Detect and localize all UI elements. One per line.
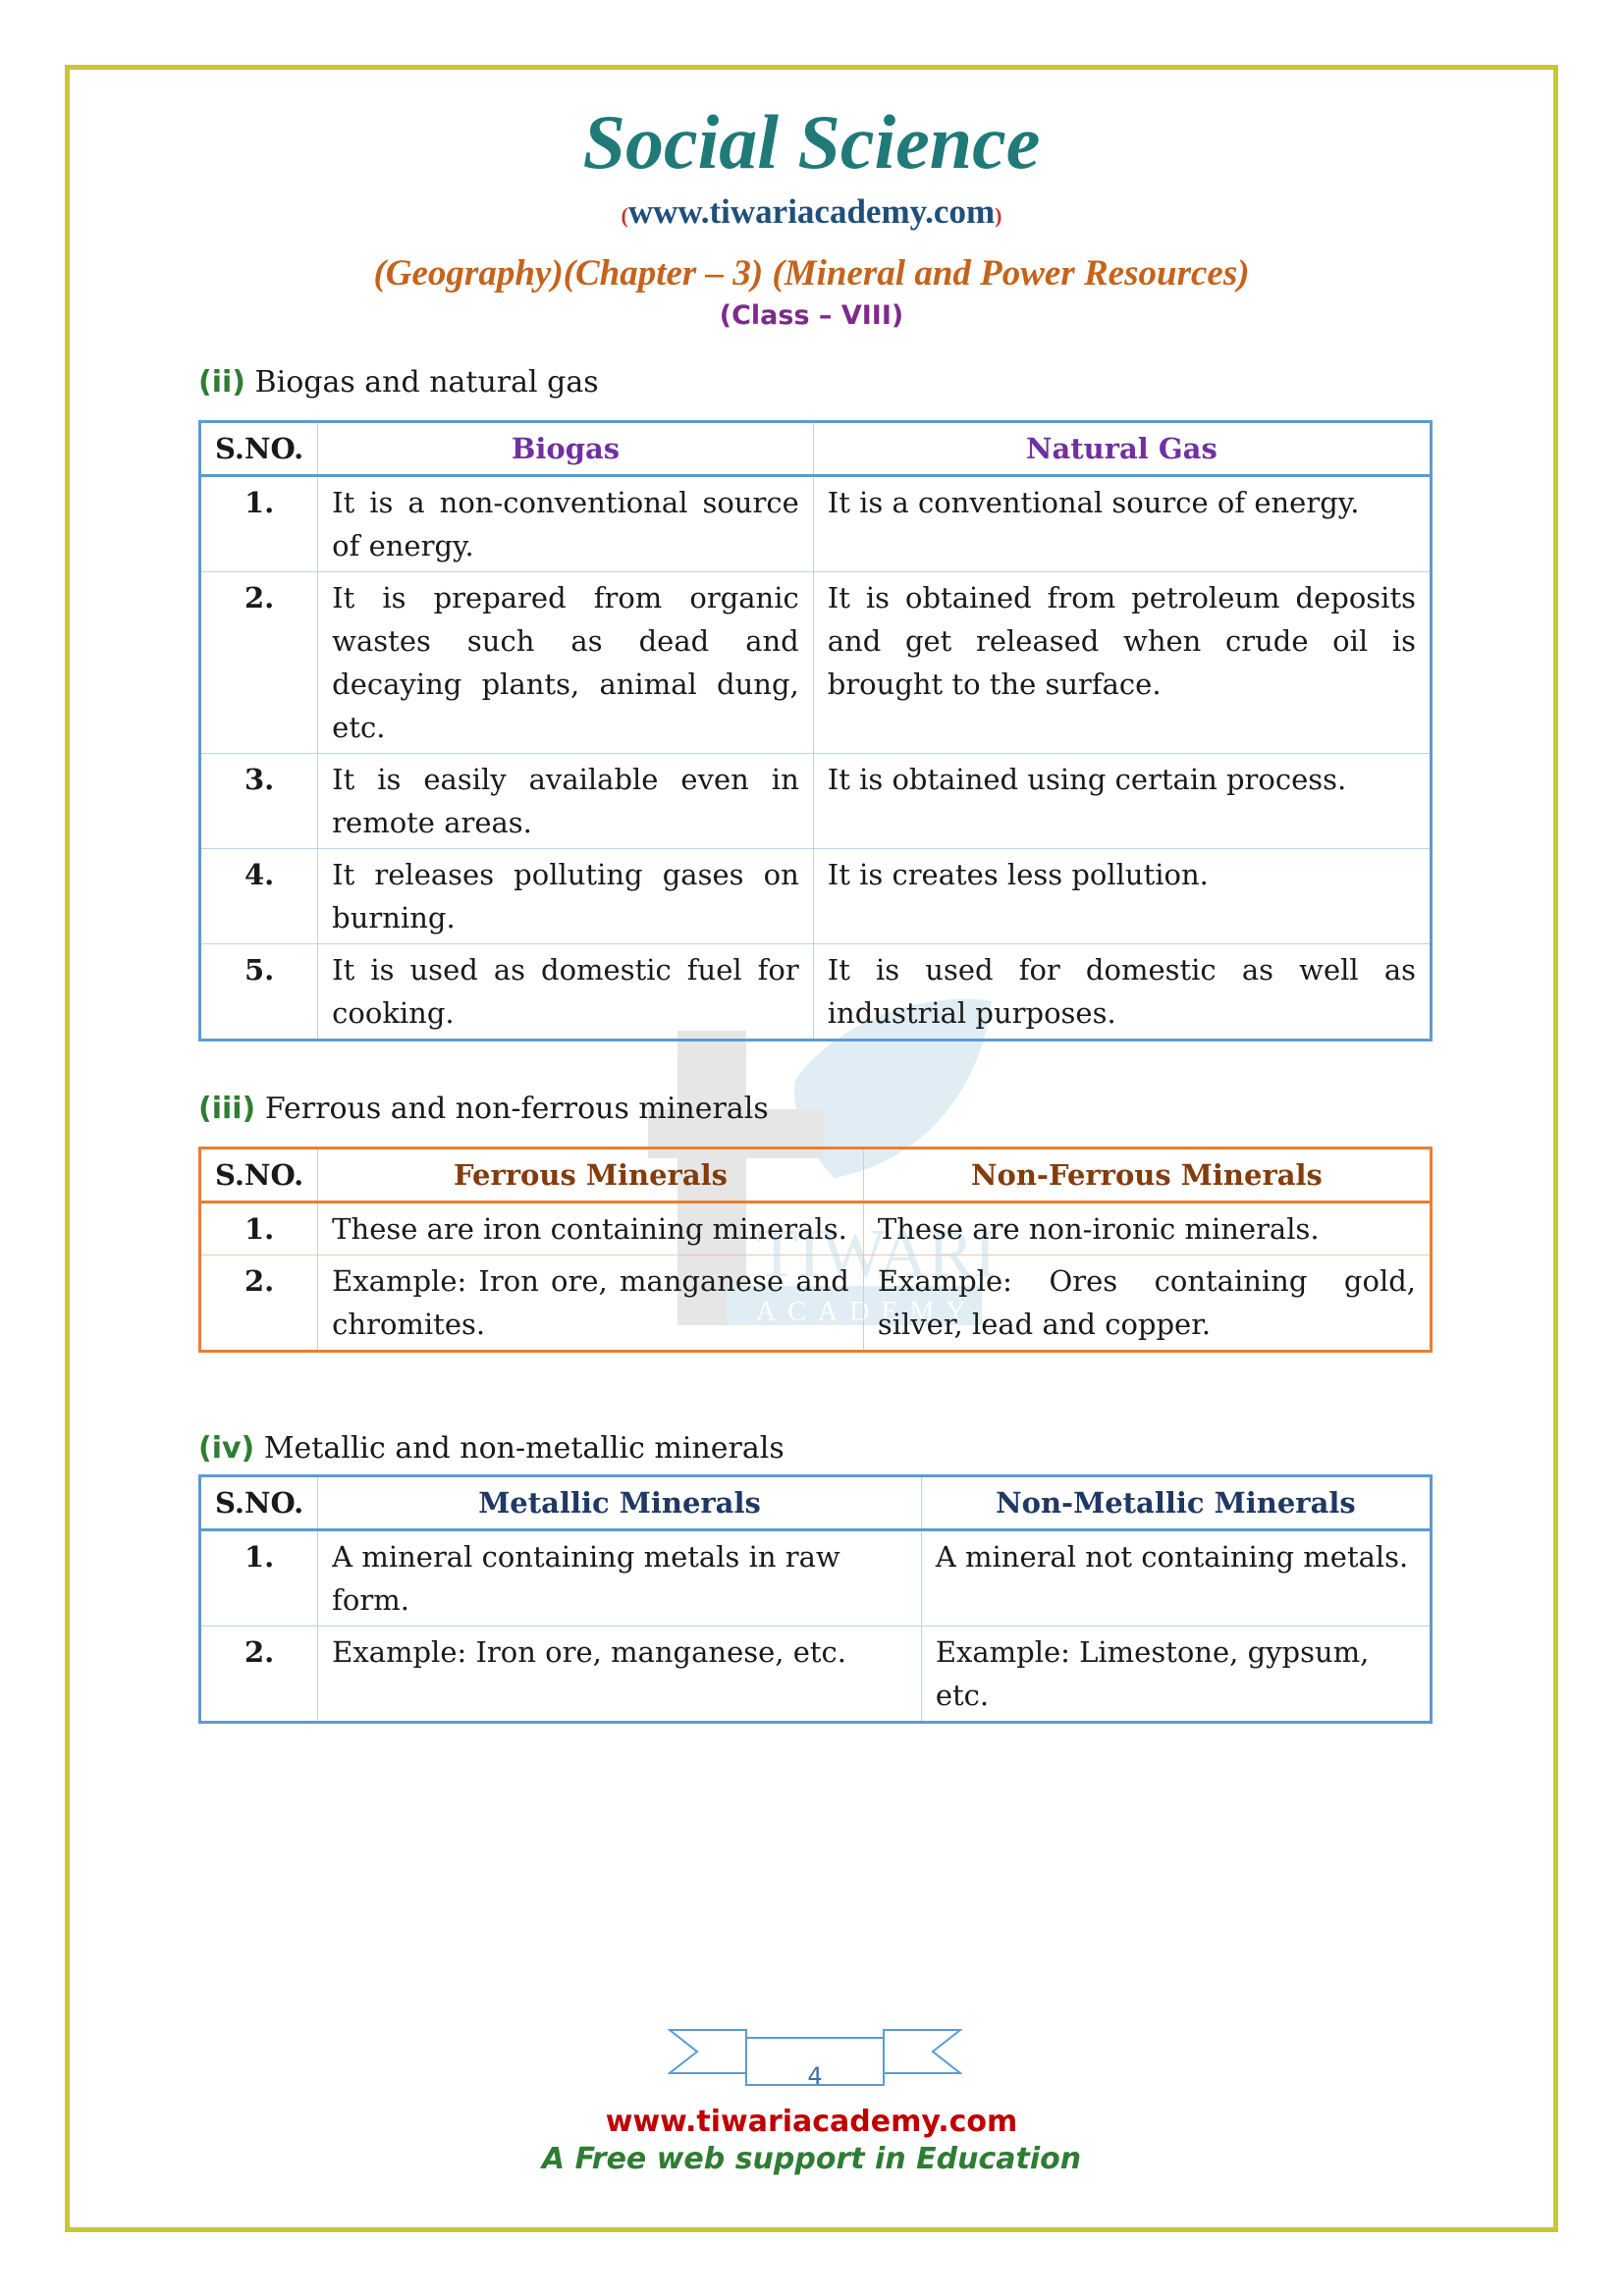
table-row xyxy=(200,1202,1432,1255)
biogas-cell: It is prepared from organic wastes such as dead and decaying plants, animal dung, etc. xyxy=(318,572,814,754)
footer-tagline: A Free web support in Education xyxy=(541,2142,1082,2176)
column-header-sno: S.NO. xyxy=(200,1476,318,1530)
section-title: Metallic and non-metallic minerals xyxy=(263,1431,784,1466)
table-row xyxy=(200,754,1432,849)
column-header-natural-gas: Natural Gas xyxy=(813,422,1431,476)
section-heading-metallic xyxy=(198,1429,784,1468)
natural-gas-cell: It is obtained from petroleum deposits and get released when crude oil is brought to the surface. xyxy=(813,572,1431,754)
column-header-non-ferrous: Non-Ferrous Minerals xyxy=(863,1148,1431,1202)
non-metallic-cell: Example: Limestone, gypsum, etc. xyxy=(921,1627,1431,1723)
non-metallic-cell: A mineral not containing metals. xyxy=(921,1530,1431,1627)
website-link[interactable]: www.tiwariacademy.com xyxy=(627,192,996,231)
ferrous-cell: Example: Iron ore, manganese and chromites. xyxy=(318,1255,864,1352)
table-row xyxy=(200,476,1432,572)
biogas-cell: It is easily available even in remote areas. xyxy=(318,754,814,849)
page-title: Social Science xyxy=(582,99,1041,185)
non-ferrous-cell: Example: Ores containing gold, silver, lead and copper. xyxy=(863,1255,1431,1352)
row-number: 1. xyxy=(200,476,318,572)
metallic-cell: Example: Iron ore, manganese, etc. xyxy=(318,1627,922,1723)
biogas-cell: It releases polluting gases on burning. xyxy=(318,849,814,944)
biogas-cell: It is used as domestic fuel for cooking. xyxy=(318,944,814,1041)
metallic-comparison-table xyxy=(198,1474,1433,1724)
table-header-row xyxy=(200,1148,1432,1202)
column-header-ferrous: Ferrous Minerals xyxy=(318,1148,864,1202)
section-title: Ferrous and non-ferrous minerals xyxy=(264,1092,769,1126)
row-number: 3. xyxy=(200,754,318,849)
metallic-cell: A mineral containing metals in raw form. xyxy=(318,1530,922,1627)
table-row xyxy=(200,1255,1432,1352)
table-row xyxy=(200,944,1432,1041)
row-number: 5. xyxy=(200,944,318,1041)
row-number: 2. xyxy=(200,1627,318,1723)
table-row xyxy=(200,1530,1432,1627)
natural-gas-cell: It is used for domestic as well as industrial purposes. xyxy=(813,944,1431,1041)
table-header-row xyxy=(200,422,1432,476)
column-header-non-metallic: Non-Metallic Minerals xyxy=(921,1476,1431,1530)
column-header-sno: S.NO. xyxy=(200,422,318,476)
row-number: 1. xyxy=(200,1202,318,1255)
table-row xyxy=(200,849,1432,944)
biogas-cell: It is a non-conventional source of energy. xyxy=(318,476,814,572)
section-number: (ii) xyxy=(198,365,245,400)
watermark-subtext: ACADEMY xyxy=(756,1297,978,1327)
section-number: (iii) xyxy=(198,1092,256,1126)
non-ferrous-cell: These are non-ironic minerals. xyxy=(863,1202,1431,1255)
section-heading-biogas xyxy=(198,363,599,402)
table-header-row xyxy=(200,1476,1432,1530)
website-paren-open: ( xyxy=(621,203,628,228)
column-header-biogas: Biogas xyxy=(318,422,814,476)
website-paren-close: ) xyxy=(995,203,1002,228)
ferrous-cell: These are iron containing minerals. xyxy=(318,1202,864,1255)
section-number: (iv) xyxy=(198,1431,255,1466)
section-title: Biogas and natural gas xyxy=(254,365,599,400)
page-number: 4 xyxy=(807,2062,823,2090)
row-number: 2. xyxy=(200,1255,318,1352)
natural-gas-cell: It is creates less pollution. xyxy=(813,849,1431,944)
row-number: 2. xyxy=(200,572,318,754)
table-row xyxy=(200,572,1432,754)
section-heading-ferrous xyxy=(198,1090,769,1129)
column-header-sno: S.NO. xyxy=(200,1148,318,1202)
natural-gas-cell: It is obtained using certain process. xyxy=(813,754,1431,849)
table-row xyxy=(200,1627,1432,1723)
subject-heading: (Geography)(Chapter – 3) (Mineral and Power Resources) xyxy=(373,253,1250,294)
watermark-text: TIWARI xyxy=(756,1216,997,1292)
row-number: 1. xyxy=(200,1530,318,1627)
ferrous-comparison-table xyxy=(198,1147,1433,1353)
header-website xyxy=(0,190,1623,238)
natural-gas-cell: It is a conventional source of energy. xyxy=(813,476,1431,572)
class-label: (Class – VIII) xyxy=(719,300,904,331)
row-number: 4. xyxy=(200,849,318,944)
column-header-metallic: Metallic Minerals xyxy=(318,1476,922,1530)
footer-website-link[interactable]: www.tiwariacademy.com xyxy=(605,2105,1018,2139)
biogas-comparison-table xyxy=(198,420,1433,1041)
